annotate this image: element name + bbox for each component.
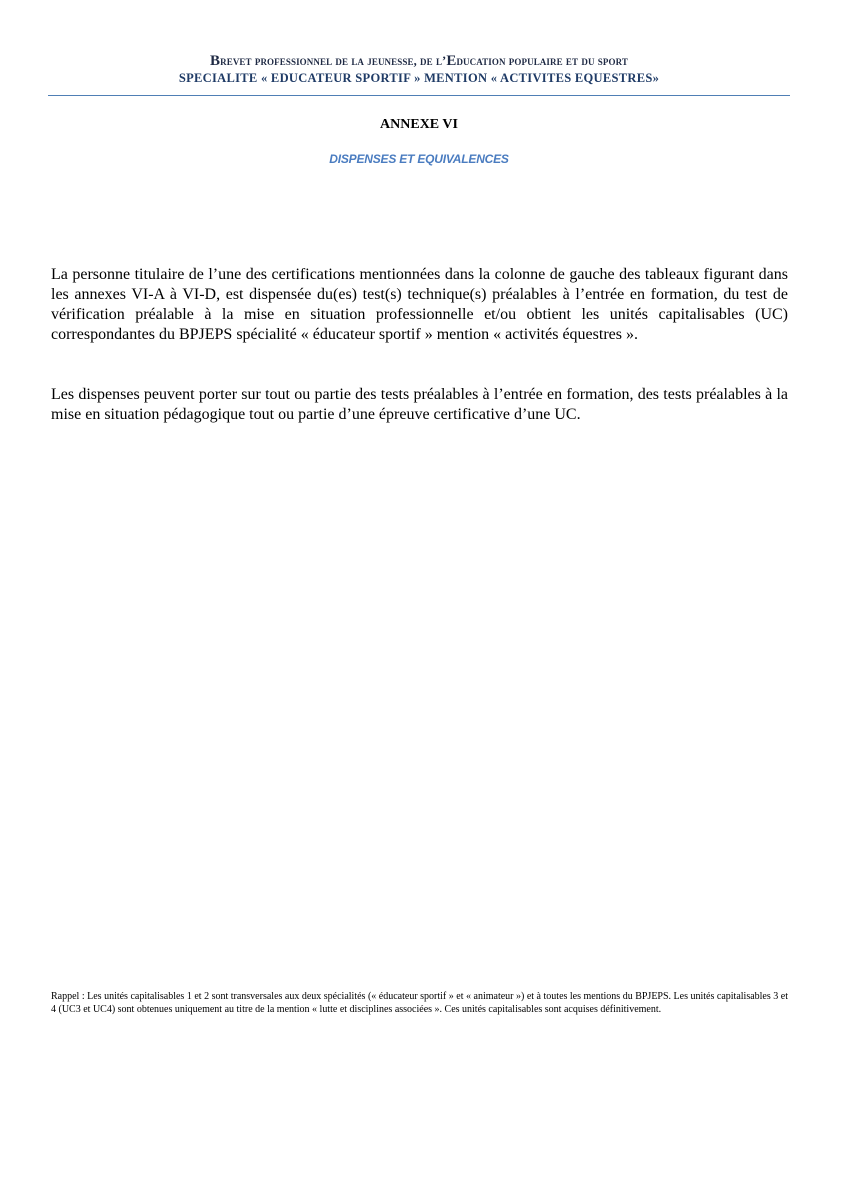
header-initial-e: E: [446, 53, 457, 69]
document-header: [48, 52, 790, 87]
header-title-part1: revet professionnel de la jeunesse, de l’: [220, 54, 447, 68]
annex-title: ANNEXE VI: [380, 117, 458, 132]
header-subtitle: SPECIALITE « EDUCATEUR SPORTIF » MENTION « ACTIVITES EQUESTRES»: [178, 71, 660, 85]
annex-subtitle: DISPENSES ET EQUIVALENCES: [329, 152, 509, 166]
header-divider: [48, 95, 790, 96]
header-title-part2: ducation populaire et du sport: [456, 54, 628, 68]
header-title: [48, 52, 790, 70]
body-paragraph-1: La personne titulaire de l’une des certifications mentionnées dans la colonne de gauche des tableaux figurant dans les annexes VI-A à VI-D, est dispensée du(es) test(s) technique(s) préalables à l’entrée en formation, du test de vérification préalable à la mise en situation professionnelle et/ou obtient les unités capitalisables (UC) correspondantes du BPJEPS spécialité « éducateur sportif » mention « activités équestres ».: [51, 266, 788, 343]
footnote: Rappel : Les unités capitalisables 1 et 2 sont transversales aux deux spécialités (« éducateur sportif » et « animateur ») et à toutes les mentions du BPJEPS. Les unités capitalisables 3 et 4 (UC3 et UC4) sont obtenues uniquement au titre de la mention « lutte et disciplines associées ». Ces unités capitalisables sont acquises définitivement.: [51, 991, 788, 1015]
header-initial-b: B: [210, 53, 221, 69]
body-paragraph-2: Les dispenses peuvent porter sur tout ou partie des tests préalables à l’entrée en formation, des tests préalables à la mise en situation pédagogique tout ou partie d’une épreuve certificative d’une UC.: [51, 386, 788, 423]
